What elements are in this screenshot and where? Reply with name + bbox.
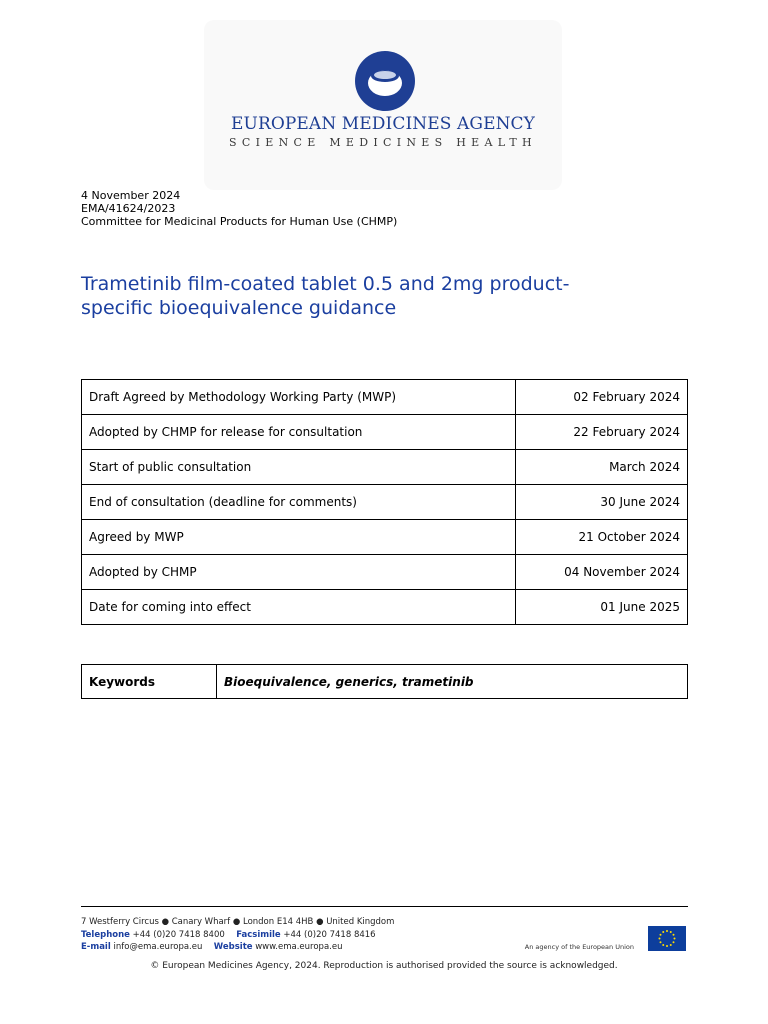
facsimile-label: Facsimile [236,929,281,940]
document-meta [81,189,397,228]
table-row [82,415,688,450]
footer-phone-line [81,929,394,942]
email-label: E-mail [81,942,111,952]
footer-divider [81,906,688,907]
timeline-date: March 2024 [516,450,688,485]
footer-web-line [81,941,394,954]
agency-name: EUROPEAN MEDICINES AGENCY [231,114,535,134]
timeline-date: 01 June 2025 [516,590,688,625]
keywords-table [81,664,688,699]
ema-emblem-icon [354,50,416,112]
ema-logo [204,20,562,190]
document-reference: EMA/41624/2023 [81,202,176,215]
table-row [82,665,688,699]
document-title: Trametinib film-coated tablet 0.5 and 2mg product-specific bioequivalence guidance [81,273,570,319]
email-address[interactable]: info@ema.europa.eu [113,942,203,952]
footer-address: 7 Westferry Circus ● Canary Wharf ● London E14 4HB ● United Kingdom [81,917,395,927]
timeline-date: 30 June 2024 [516,485,688,520]
telephone-label: Telephone [81,929,130,940]
keywords-label: Keywords [82,665,217,699]
timeline-table [81,379,688,625]
agency-tagline: SCIENCE MEDICINES HEALTH [229,136,537,149]
table-row [82,555,688,590]
keywords-value: Bioequivalence, generics, trametinib [217,665,688,699]
timeline-date: 22 February 2024 [516,415,688,450]
timeline-step: Date for coming into effect [82,590,516,625]
timeline-date: 04 November 2024 [516,555,688,590]
table-row [82,450,688,485]
telephone-number: +44 (0)20 7418 8400 [132,929,225,940]
website-link[interactable]: www.ema.europa.eu [255,942,343,952]
timeline-step: Draft Agreed by Methodology Working Party (MWP) [82,380,516,415]
facsimile-number: +44 (0)20 7418 8416 [283,929,376,940]
timeline-date: 02 February 2024 [516,380,688,415]
timeline-step: Adopted by CHMP [82,555,516,590]
timeline-step: End of consultation (deadline for comments) [82,485,516,520]
timeline-step: Adopted by CHMP for release for consultation [82,415,516,450]
document-date: 4 November 2024 [81,189,181,202]
table-row [82,485,688,520]
copyright-notice: © European Medicines Agency, 2024. Reproduction is authorised provided the source is acknowledged. [150,961,618,971]
table-row [82,590,688,625]
timeline-step: Agreed by MWP [82,520,516,555]
footer-contact [81,916,394,954]
timeline-step: Start of public consultation [82,450,516,485]
eu-flag-icon [648,926,686,951]
website-label: Website [213,942,253,952]
timeline-date: 21 October 2024 [516,520,688,555]
eu-agency-note: An agency of the European Union [524,943,634,951]
committee-name: Committee for Medicinal Products for Human Use (CHMP) [81,215,398,228]
table-row [82,380,688,415]
table-row [82,520,688,555]
